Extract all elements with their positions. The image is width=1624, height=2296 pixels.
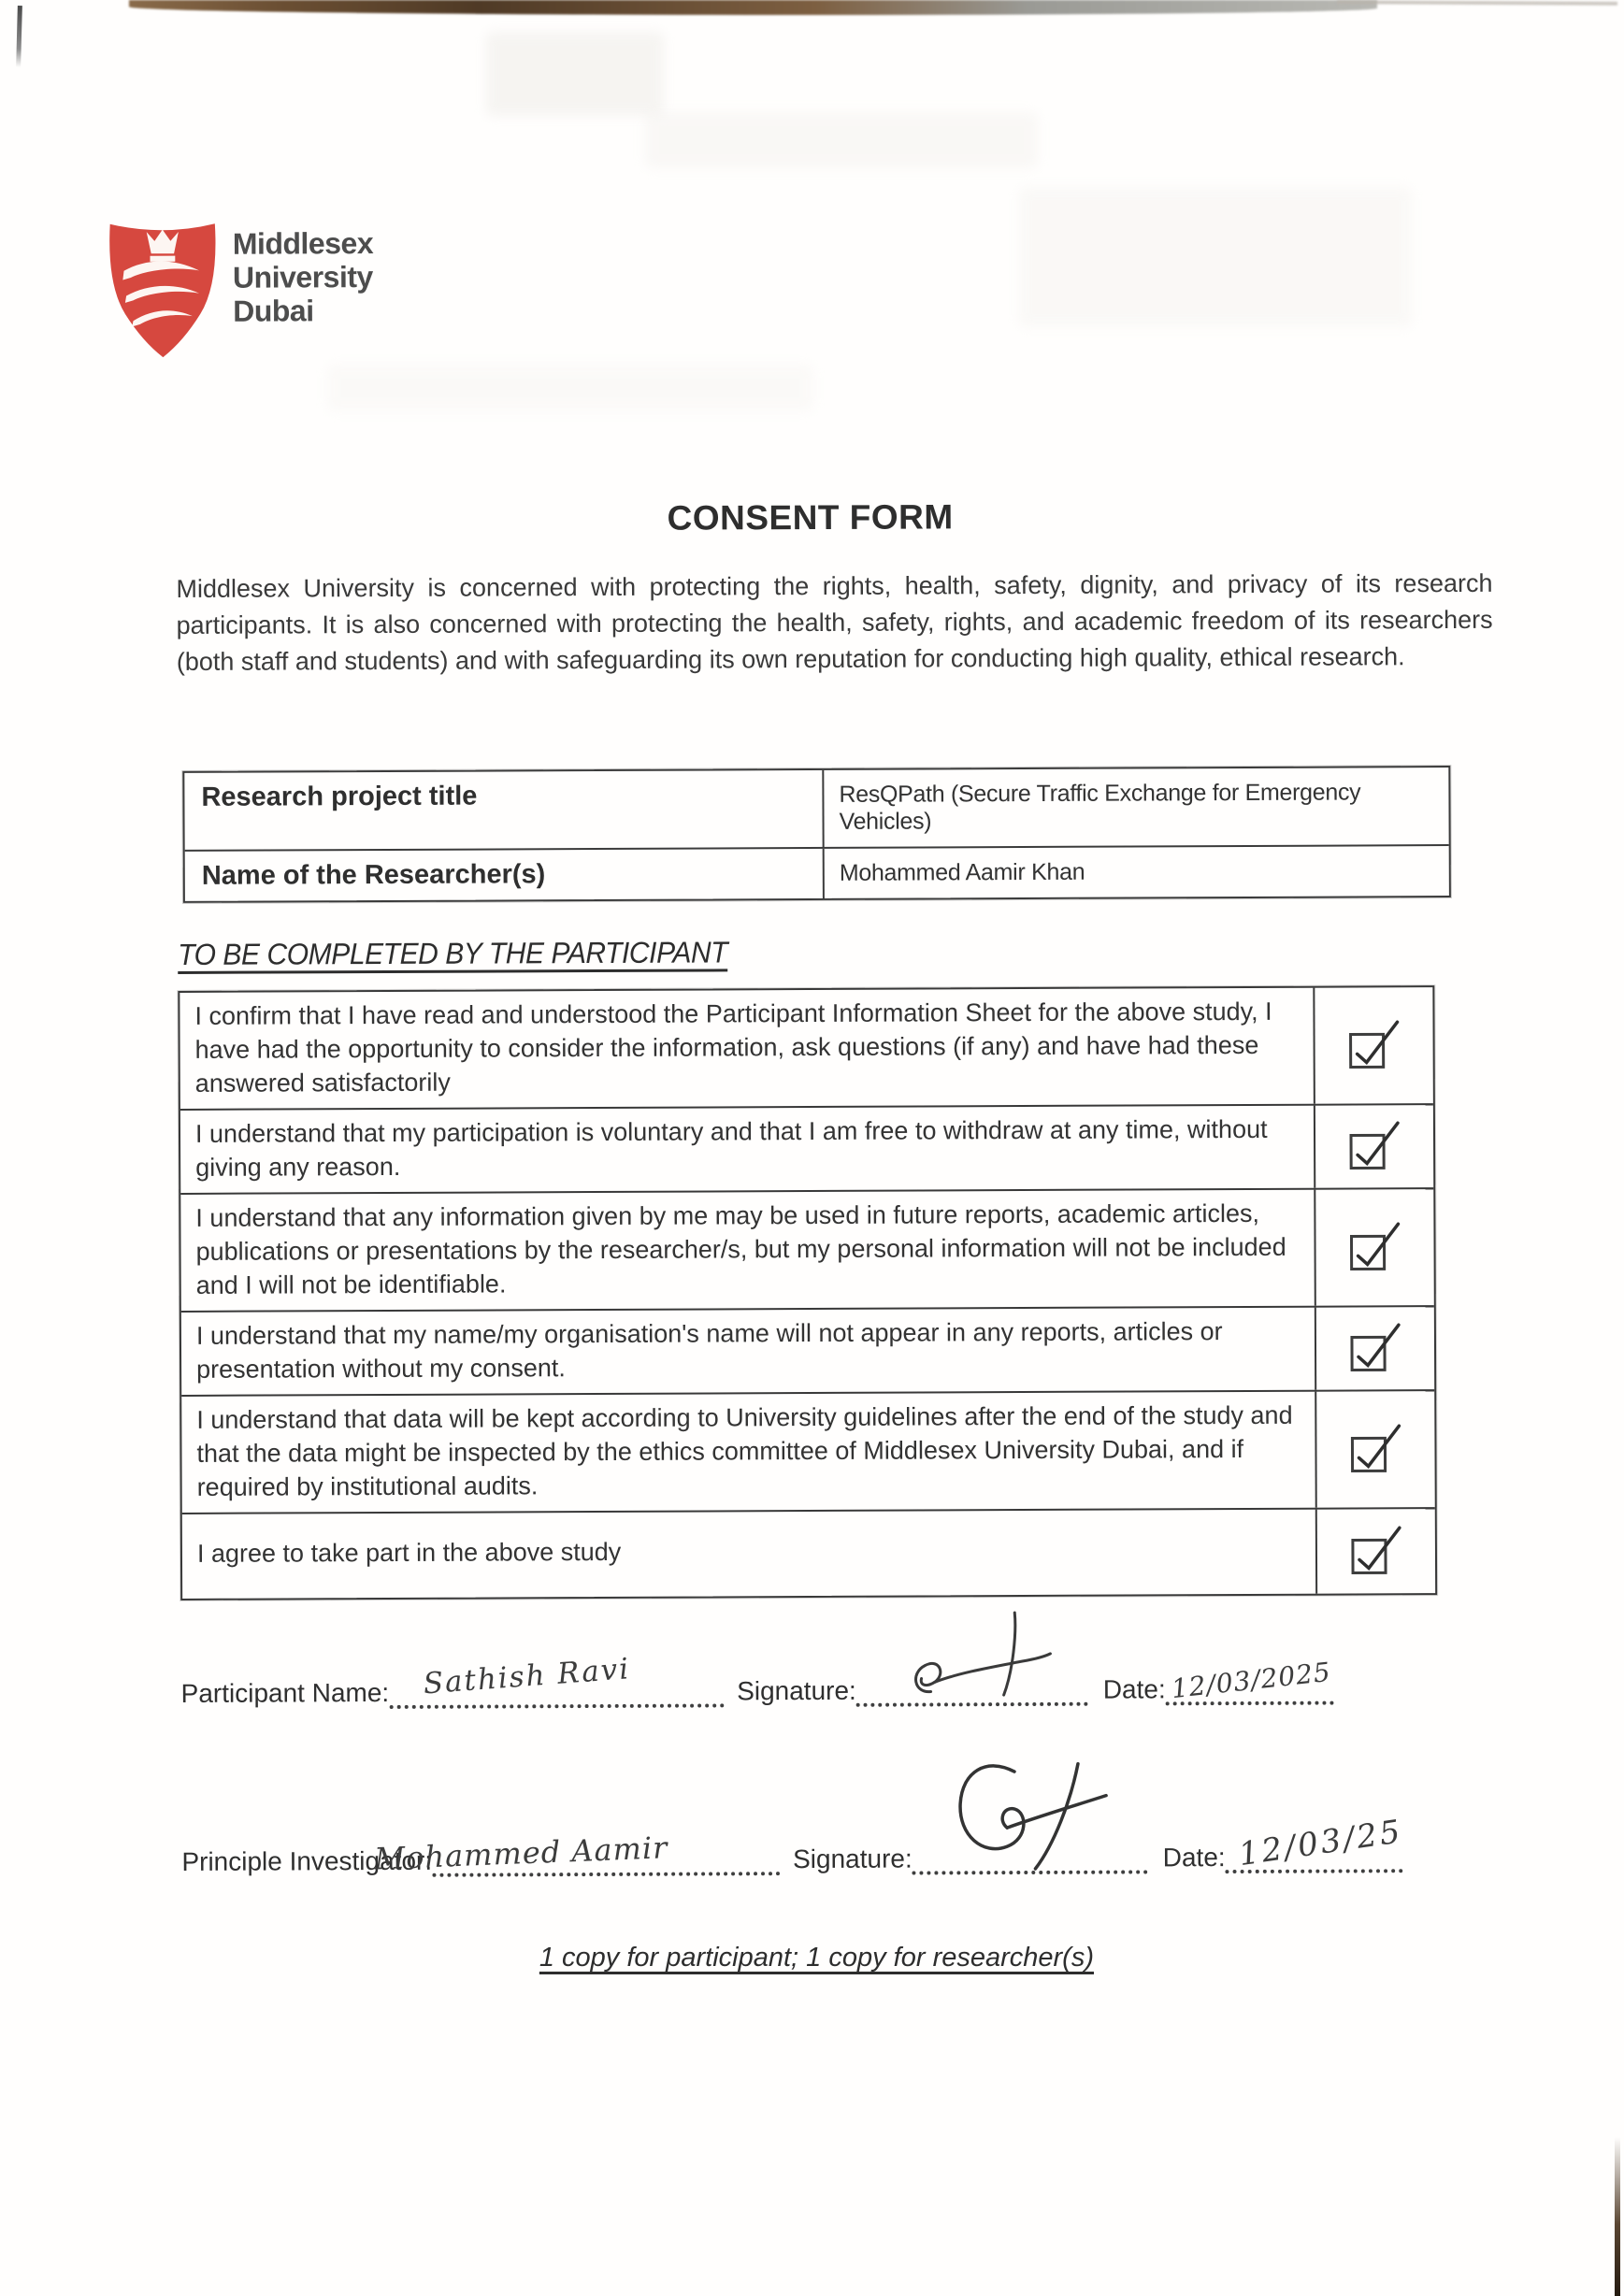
checked-checkbox-icon [1345,1523,1407,1579]
investigator-name-line [373,1830,780,1877]
page-title: CONSENT FORM [667,497,954,538]
checked-checkbox-icon [1343,1017,1404,1073]
table-row [184,768,1448,850]
consent-statement-text: I understand that my name/my organisation's name will not appear in any reports, articles or presentation without my consent. [195,1317,1223,1384]
consent-statement-text: I understand that any information given by me may be used in future reports, academic articles, publications or presentations by the researcher/s, but my personal information will not be included and I will not be identifiable. [195,1198,1286,1299]
project-title-label: Research project title [184,770,824,850]
consent-checkbox-cell [1315,1307,1434,1390]
consent-statement-row [181,1389,1435,1513]
participant-signature-icon [902,1605,1061,1709]
consent-statement-row [181,1305,1434,1395]
copies-note-text: 1 copy for participant; 1 copy for researcher(s) [539,1942,1094,1973]
handwritten-investigator-name: Mohammed Aamir [373,1830,668,1877]
investigator-date-label: Date: [1162,1843,1226,1873]
checked-checkbox-icon [1344,1219,1405,1275]
logo-line: University [232,260,373,294]
consent-statement-row [180,1103,1433,1193]
middlesex-shield-icon [106,216,221,363]
consent-statement-row [180,987,1433,1109]
investigator-label: Principle Investigator: [181,1845,433,1876]
consent-statement-row [180,1187,1434,1311]
investigator-date-line [1226,1813,1406,1874]
consent-statement-row [182,1507,1435,1599]
project-info-table [182,766,1451,903]
investigator-signature-line [913,1842,1148,1874]
section-heading: TO BE COMPLETED BY THE PARTICIPANT [178,935,728,971]
checked-checkbox-icon [1344,1320,1406,1376]
participant-signature-label: Signature: [737,1675,856,1706]
university-logo-text [233,226,374,328]
copies-note [5,1939,1624,1977]
participant-signature-line [856,1674,1088,1707]
participant-signature-row [180,1652,1334,1710]
handwritten-investigator-date: 12/03/25 [1236,1813,1406,1874]
consent-checkbox-cell [1314,1105,1433,1188]
checked-checkbox-icon [1344,1118,1405,1174]
consent-checkbox-cell [1314,1189,1434,1306]
participant-name-label: Participant Name: [180,1677,390,1708]
project-title-value: ResQPath (Secure Traffic Exchange for Emergency Vehicles) [839,779,1361,835]
researcher-name-value: Mohammed Aamir Khan [839,858,1085,886]
consent-statements-table [178,985,1437,1600]
investigator-signature-icon [949,1754,1137,1876]
participant-name-line [389,1652,724,1709]
participant-date-line [1166,1656,1334,1706]
investigator-signature-row [181,1813,1406,1878]
intro-paragraph: Middlesex University is concerned with protecting the rights, health, safety, dignity, and privacy of its research participants. It is also concerned with protecting the health, safety, rights, and academic freedom of its researchers (both staff and students) and with safeguarding its own reputation for conducting high quality, ethical research. [176,568,1493,676]
logo-line: Middlesex [232,226,374,261]
consent-checkbox-cell [1315,1509,1435,1594]
consent-statement-text: I understand that data will be kept according to University guidelines after the end of the study and that the data might be inspected by the ethics committee of Middlesex University Dubai, and if required by institutional audits. [196,1400,1293,1501]
consent-statement-text: I agree to take part in the above study [196,1537,622,1568]
consent-statement-text: I understand that my participation is voluntary and that I am free to withdraw at any time, without giving any reason. [194,1114,1268,1182]
consent-checkbox-cell [1315,1391,1435,1508]
logo-line: Dubai [233,294,314,328]
participant-date-label: Date: [1102,1674,1166,1704]
handwritten-participant-date: 12/03/2025 [1170,1656,1333,1705]
table-row [185,844,1449,901]
consent-checkbox-cell [1313,987,1433,1104]
investigator-signature-label: Signature: [793,1844,913,1874]
handwritten-participant-name: Sathish Ravi [422,1652,631,1701]
checked-checkbox-icon [1344,1421,1406,1477]
university-logo [106,215,374,362]
consent-statement-text: I confirm that I have read and understood the Participant Information Sheet for the above study, I have had the opportunity to consider the information, ask questions (if any) and have had these answered satisfactorily [194,997,1272,1098]
researcher-name-label: Name of the Researcher(s) [185,849,825,901]
